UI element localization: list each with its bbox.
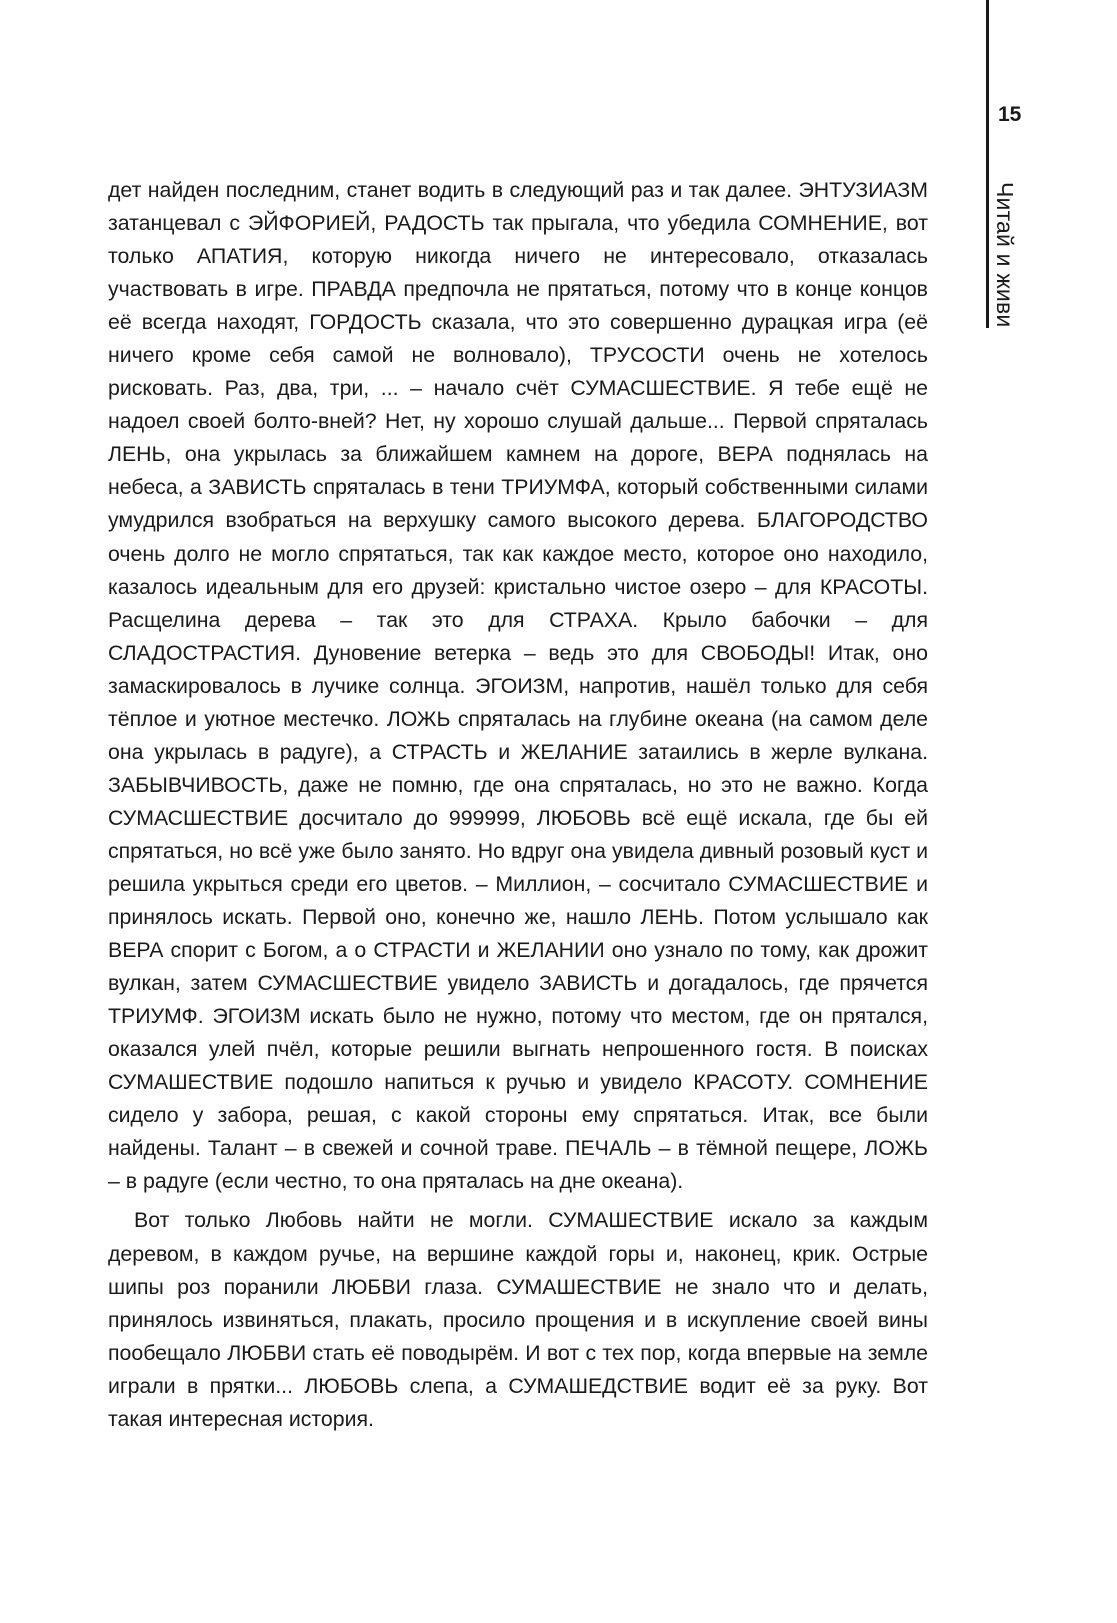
margin-rule: [986, 0, 989, 328]
page-number: 15: [998, 103, 1022, 126]
body-text: [108, 174, 928, 1436]
paragraph-1: дет найден последним, станет водить в следующий раз и так далее. ЭНТУЗИАЗМ затанцевал с ЭЙФОРИЕЙ, РАДОСТЬ так прыгала, что убедила СОМНЕНИЕ, вот только АПАТИЯ, которую никогда ничего не интересовало, отказалась участвовать в игре. ПРАВДА предпочла не прятаться, потому что в конце концов её всегда находят, ГОРДОСТЬ сказала, что это совершенно дурацкая игра (её ничего кроме себя самой не волновало), ТРУСОСТИ очень не хотелось рисковать. Раз, два, три, ... – начало счёт СУМАСШЕСТВИЕ. Я тебе ещё не надоел своей болто-вней? Нет, ну хорошо слушай дальше... Первой спряталась ЛЕНЬ, она укрылась за ближайшем камнем на дороге, ВЕРА поднялась на небеса, а ЗАВИСТЬ спряталась в тени ТРИУМФА, который собственными силами умудрился взобраться на верхушку самого высокого дерева. БЛАГОРОДСТВО очень долго не могло спрятаться, так как каждое место, которое оно находило, казалось идеальным для его друзей: кристально чистое озеро – для КРАСОТЫ. Расщелина дерева – так это для СТРАХА. Крыло бабочки – для СЛАДОСТРАСТИЯ. Дуновение ветерка – ведь это для СВОБОДЫ! Итак, оно замаскировалось в лучике солнца. ЭГОИЗМ, напротив, нашёл только для себя тёплое и уютное местечко. ЛОЖЬ спряталась на глубине океана (на самом деле она укрылась в радуге), а СТРАСТЬ и ЖЕЛАНИЕ затаились в жерле вулкана. ЗАБЫВЧИВОСТЬ, даже не помню, где она спряталась, но это не важно. Когда СУМАСШЕСТВИЕ досчитало до 999999, ЛЮБОВЬ всё ещё искала, где бы ей спрятаться, но всё уже было занято. Но вдруг она увидела дивный розовый куст и решила укрыться среди его цветов. – Миллион, – сосчитало СУМАСШЕСТВИЕ и принялось искать. Первой оно, конечно же, нашло ЛЕНЬ. Потом услышало как ВЕРА спорит с Богом, а о СТРАСТИ и ЖЕЛАНИИ оно узнало по тому, как дрожит вулкан, затем СУМАСШЕСТВИЕ увидело ЗАВИСТЬ и догадалось, где прячется ТРИУМФ. ЭГОИЗМ искать было не нужно, потому что местом, где он прятался, оказался улей пчёл, которые решили выгнать непрошенного гостя. В поисках СУМАШЕСТВИЕ подошло напиться к ручью и увидело КРАСОТУ. СОМНЕНИЕ сидело у забора, решая, с какой стороны ему спрятаться. Итак, все были найдены. Талант – в свежей и сочной траве. ПЕЧАЛЬ – в тёмной пещере, ЛОЖЬ – в радуге (если честно, то она пряталась на дне океана).: [108, 178, 928, 1194]
running-title: Читай и живи: [992, 182, 1018, 328]
paragraph-2: Вот только Любовь найти не могли. СУМАШЕСТВИЕ искало за каждым деревом, в каждом ручье, на вершине каждой горы и, наконец, крик. Острые шипы роз поранили ЛЮБВИ глаза. СУМАШЕСТВИЕ не знало что и делать, принялось извиняться, плакать, просило прощения и в искупление своей вины пообещало ЛЮБВИ стать её поводырём. И вот с тех пор, когда впервые на земле играли в прятки... ЛЮБОВЬ слепа, а СУМАШЕДСТВИЕ водит её за руку. Вот такая интересная история.: [108, 1208, 928, 1431]
